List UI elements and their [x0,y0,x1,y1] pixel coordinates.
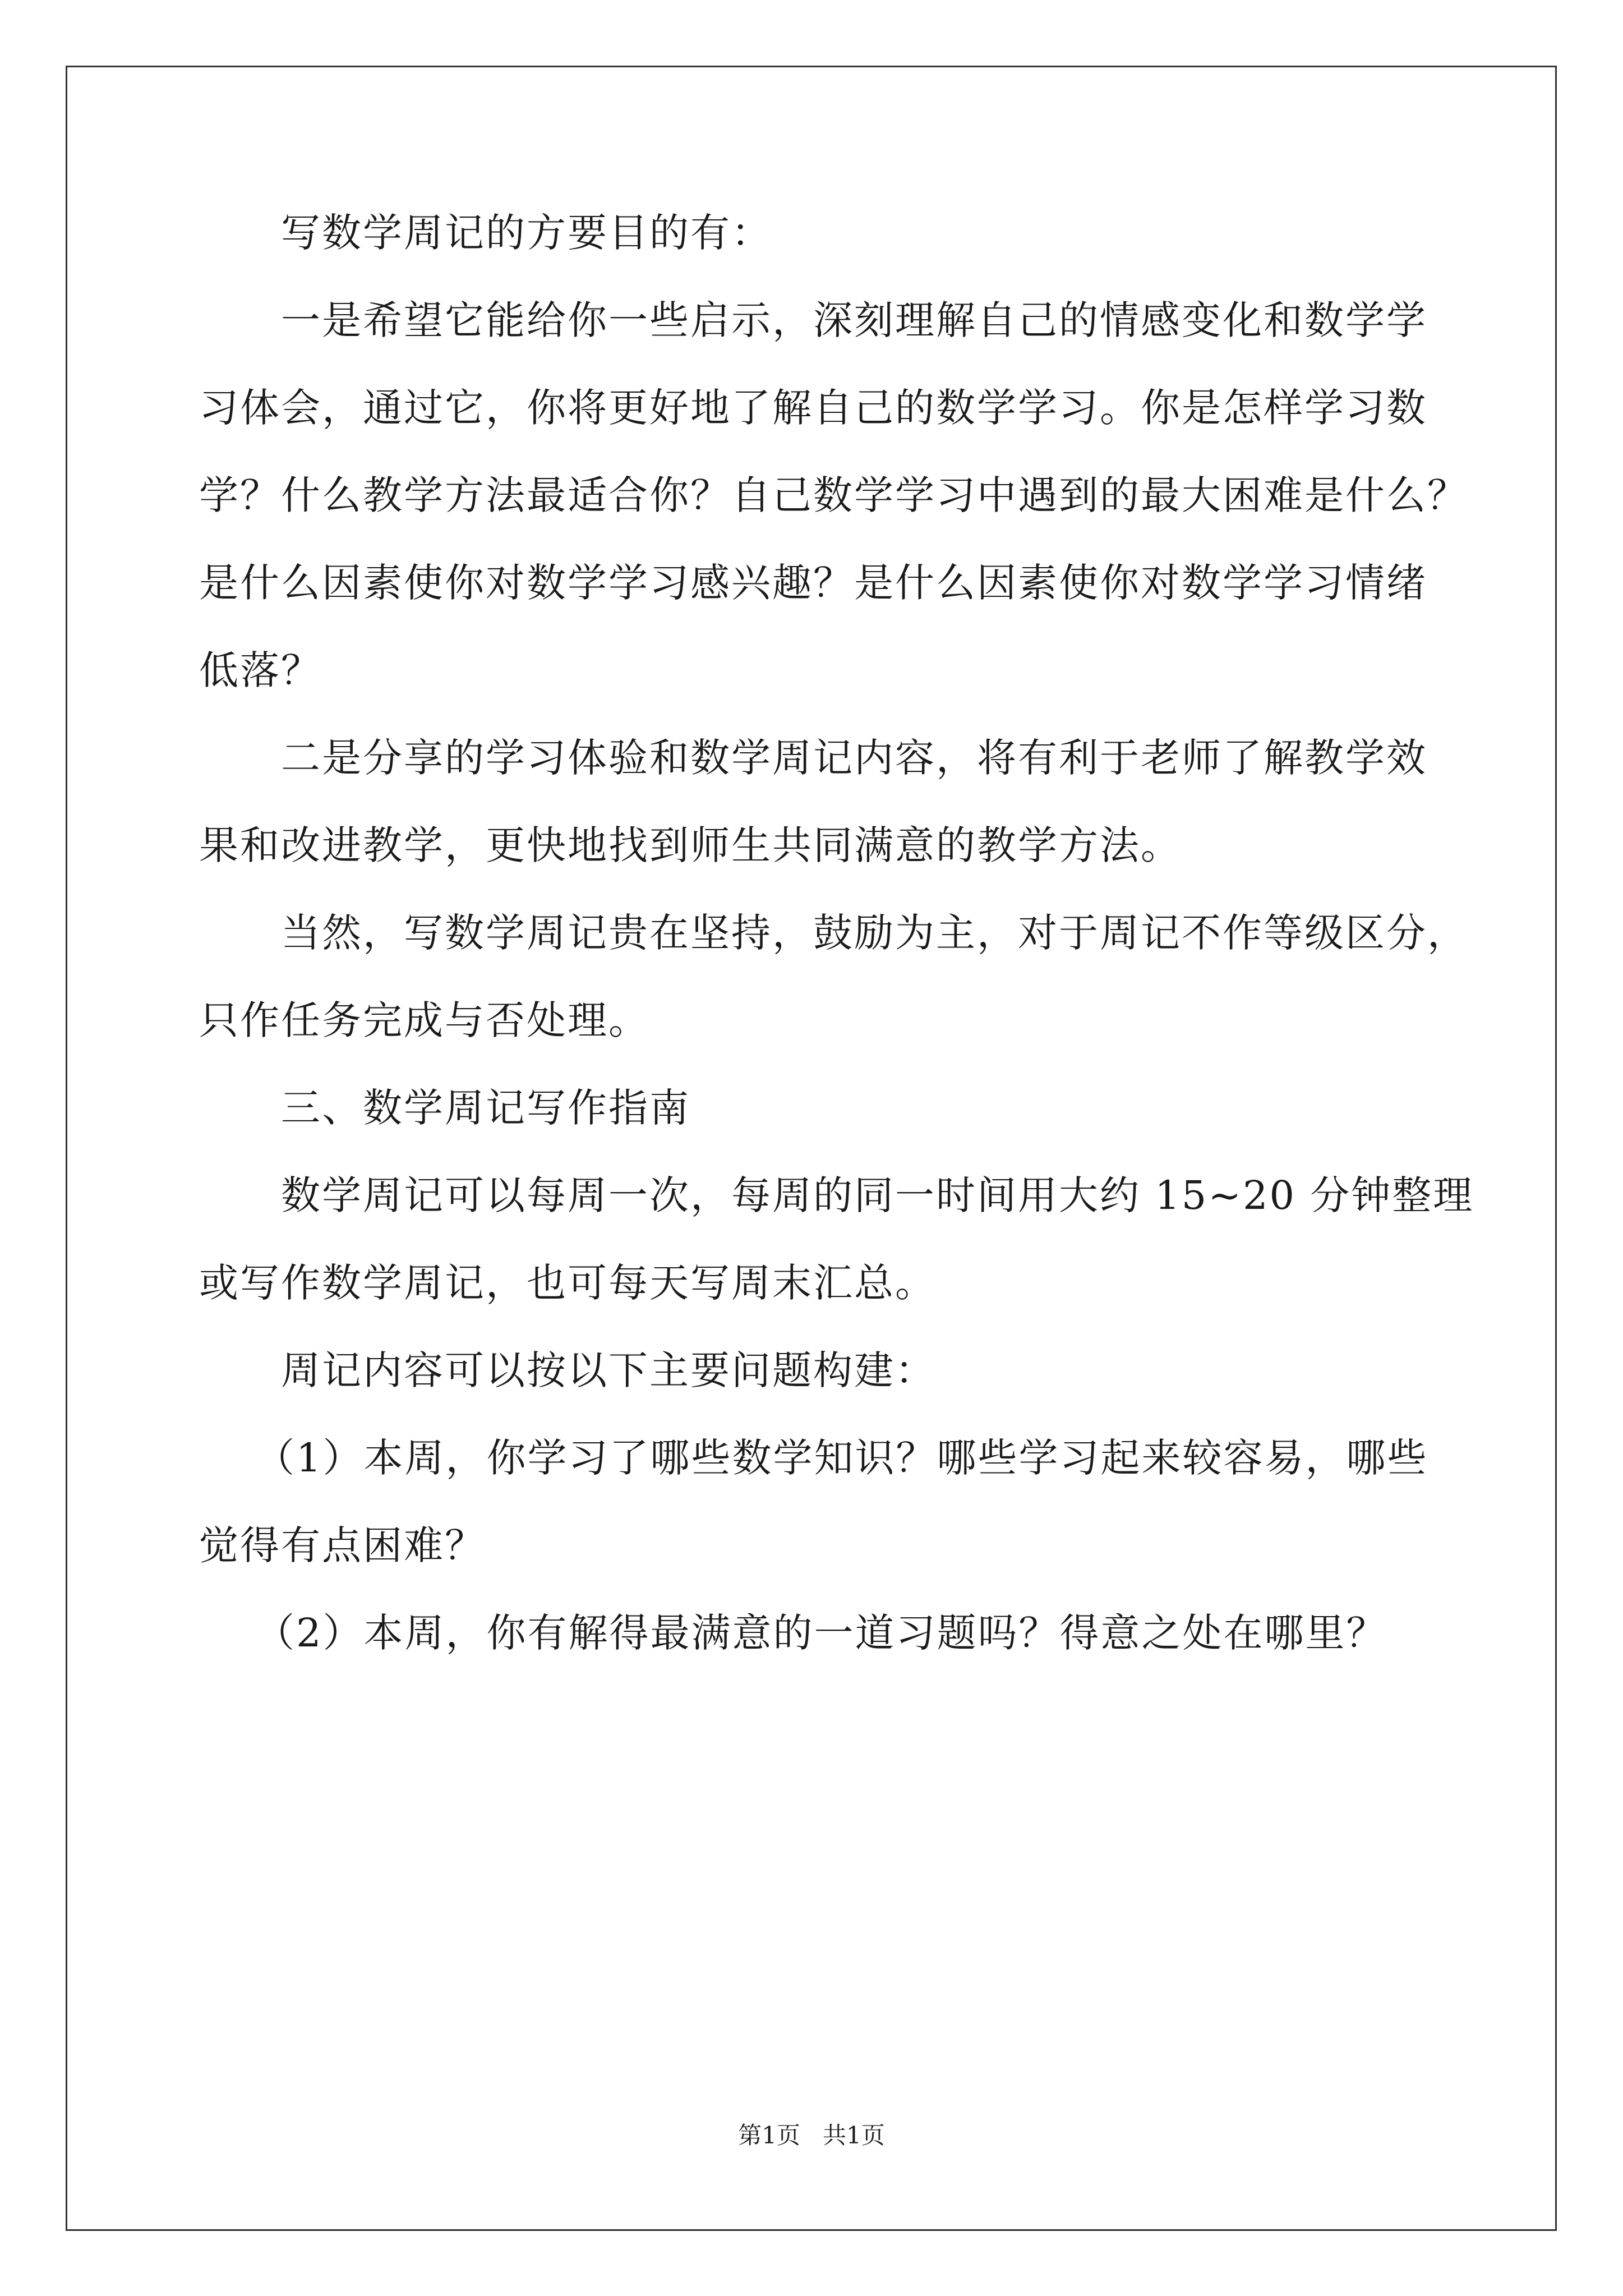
paragraph-line: 一是希望它能给你一些启示，深刻理解自己的情感变化和数学学 [281,297,1427,343]
paragraph-line: 或写作数学周记，也可每天写周末汇总。 [199,1260,936,1306]
list-item-line: 觉得有点困难？ [199,1522,486,1568]
paragraph-line: 只作任务完成与否处理。 [199,997,649,1043]
list-item-line: （1）本周，你学习了哪些数学知识？哪些学习起来较容易，哪些 [255,1435,1428,1481]
section-heading: 三、数学周记写作指南 [281,1085,690,1131]
paragraph-line: 数学周记可以每周一次，每周的同一时间用大约 15~20 分钟整理 [281,1172,1474,1218]
paragraph-line: 二是分享的学习体验和数学周记内容，将有利于老师了解教学效 [281,735,1427,781]
paragraph-line: 低落？ [199,647,322,693]
paragraph-line: 写数学周记的方要目的有： [281,210,772,256]
list-item-line: （2）本周，你有解得最满意的一道习题吗？得意之处在哪里？ [255,1610,1387,1656]
paragraph-line: 果和改进教学，更快地找到师生共同满意的教学方法。 [199,822,1182,868]
paragraph-line: 习体会，通过它，你将更好地了解自己的数学学习。你是怎样学习数 [199,385,1427,431]
paragraph-line: 是什么因素使你对数学学习感兴趣？是什么因素使你对数学学习情绪 [199,560,1427,606]
paragraph-line: 周记内容可以按以下主要问题构建： [281,1347,936,1393]
paragraph-line: 当然，写数学周记贵在坚持，鼓励为主，对于周记不作等级区分， [281,910,1468,956]
paragraph-line: 学？什么教学方法最适合你？自己数学学习中遇到的最大困难是什么？ [199,472,1468,518]
page-number-footer: 第1页 共1页 [738,2122,885,2149]
